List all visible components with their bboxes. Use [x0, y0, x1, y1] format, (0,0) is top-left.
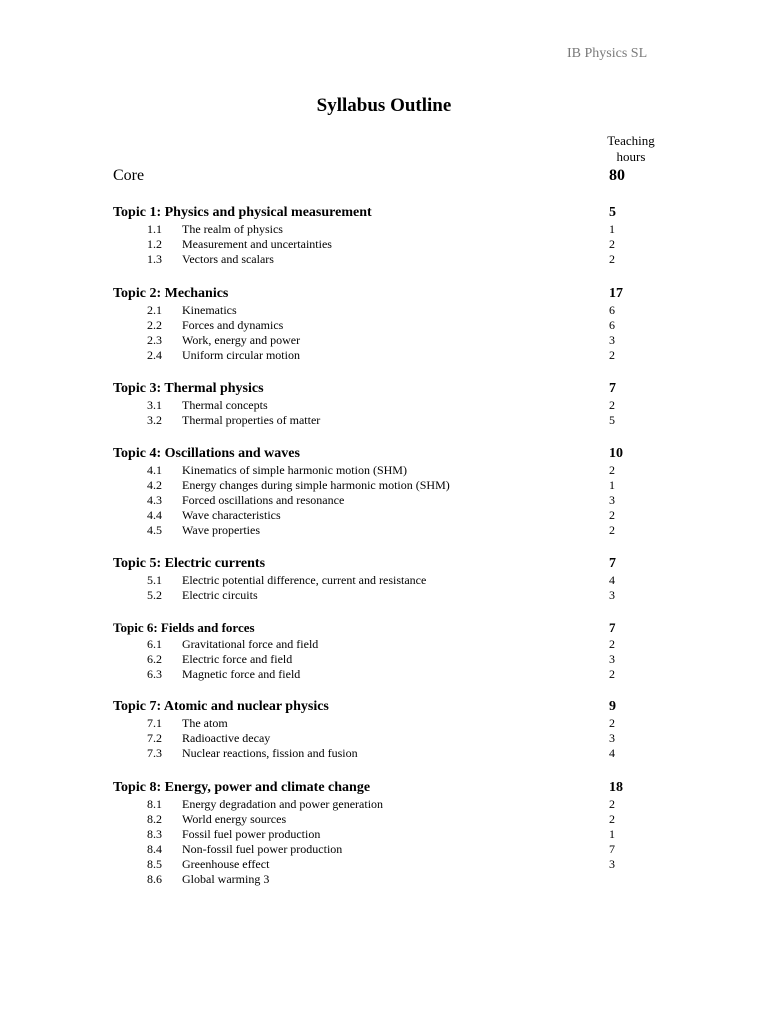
subtopic-row — [0, 303, 768, 318]
topic-hours: 7 — [609, 620, 616, 635]
subtopic-hours: 2 — [609, 252, 615, 266]
subtopic-hours: 2 — [609, 348, 615, 362]
subtopic-number: 5.1 — [147, 573, 162, 587]
subtopic-label: Energy degradation and power generation — [182, 797, 384, 811]
topic-block — [0, 556, 768, 603]
subtopic-number: 2.4 — [147, 348, 162, 362]
topic-title: Topic 7: Atomic and nuclear physics — [113, 699, 329, 714]
subtopic-row — [0, 812, 768, 827]
subtopic-label: Fossil fuel power production — [182, 827, 321, 841]
subtopic-label: Energy changes during simple harmonic motion (SHM) — [182, 478, 450, 492]
topic-title: Topic 3: Thermal physics — [113, 381, 264, 396]
subtopic-row — [0, 842, 768, 857]
page-title: Syllabus Outline — [316, 95, 452, 116]
topic-title: Topic 4: Oscillations and waves — [113, 446, 300, 461]
subtopic-hours: 2 — [609, 463, 615, 477]
subtopic-label: Global warming 3 — [182, 872, 270, 886]
subtopic-number: 2.2 — [147, 318, 162, 332]
subtopic-hours: 6 — [609, 303, 615, 317]
subtopic-label: Thermal concepts — [182, 398, 268, 412]
subtopic-number: 8.3 — [147, 827, 162, 841]
subtopic-hours: 3 — [609, 493, 615, 507]
subtopic-label: Gravitational force and field — [182, 637, 319, 651]
subtopic-label: Nuclear reactions, fission and fusion — [182, 746, 358, 760]
subtopic-number: 1.1 — [147, 222, 162, 236]
subtopic-hours: 1 — [609, 222, 615, 236]
subtopic-row — [0, 573, 768, 588]
subtopic-number: 2.3 — [147, 333, 162, 347]
subtopic-row — [0, 493, 768, 508]
topic-block — [0, 381, 768, 428]
subtopic-number: 4.4 — [147, 508, 162, 522]
subtopic-hours: 7 — [609, 842, 615, 856]
hours-heading-line1: Teaching — [607, 133, 655, 148]
subtopic-label: Work, energy and power — [182, 333, 301, 347]
teaching-hours-heading — [603, 133, 659, 165]
subtopic-label: Forced oscillations and resonance — [182, 493, 345, 507]
hours-heading-line2: hours — [616, 149, 646, 164]
subtopic-hours: 3 — [609, 588, 615, 602]
subtopic-number: 8.4 — [147, 842, 162, 856]
topic-hours: 5 — [609, 205, 616, 220]
subtopic-hours: 3 — [609, 731, 615, 745]
subtopic-hours: 4 — [609, 573, 615, 587]
subtopic-number: 1.3 — [147, 252, 162, 266]
subtopic-row — [0, 398, 768, 413]
subtopic-hours: 4 — [609, 746, 615, 760]
topic-title: Topic 5: Electric currents — [113, 556, 266, 571]
topic-hours: 7 — [609, 556, 616, 571]
topic-title: Topic 6: Fields and forces — [113, 620, 255, 635]
topic-block — [0, 446, 768, 538]
subtopic-hours: 5 — [609, 413, 615, 427]
subtopic-row — [0, 716, 768, 731]
subtopic-number: 4.5 — [147, 523, 162, 537]
subtopic-hours: 3 — [609, 857, 615, 871]
subtopic-hours: 2 — [609, 812, 615, 826]
subtopic-row — [0, 857, 768, 872]
subtopic-label: Measurement and uncertainties — [182, 237, 332, 251]
subtopic-number: 8.6 — [147, 872, 162, 886]
subtopic-row — [0, 333, 768, 348]
subtopic-label: Kinematics of simple harmonic motion (SHM) — [182, 463, 407, 477]
subtopic-label: Magnetic force and field — [182, 667, 301, 681]
topic-title: Topic 1: Physics and physical measurement — [113, 205, 372, 220]
subtopic-number: 6.2 — [147, 652, 162, 666]
subtopic-row — [0, 252, 768, 267]
topic-block — [0, 205, 768, 267]
subtopic-label: Kinematics — [182, 303, 237, 317]
subtopic-number: 3.1 — [147, 398, 162, 412]
subtopic-number: 1.2 — [147, 237, 162, 251]
subtopic-label: The realm of physics — [182, 222, 283, 236]
core-label: Core — [113, 167, 145, 184]
subtopic-number: 4.2 — [147, 478, 162, 492]
subtopic-hours: 2 — [609, 523, 615, 537]
topic-block — [0, 620, 768, 682]
subtopic-row — [0, 237, 768, 252]
subtopic-row — [0, 523, 768, 538]
topic-hours: 17 — [609, 286, 623, 301]
subtopic-hours: 2 — [609, 716, 615, 730]
subtopic-label: Electric force and field — [182, 652, 293, 666]
subtopic-hours: 3 — [609, 652, 615, 666]
subtopic-label: Greenhouse effect — [182, 857, 270, 871]
subtopic-label: Wave characteristics — [182, 508, 281, 522]
topic-hours: 18 — [609, 780, 623, 795]
topic-block — [0, 699, 768, 761]
subtopic-hours: 2 — [609, 667, 615, 681]
subtopic-row — [0, 872, 768, 887]
subtopic-row — [0, 637, 768, 652]
subtopic-row — [0, 797, 768, 812]
subtopic-hours: 6 — [609, 318, 615, 332]
subtopic-row — [0, 463, 768, 478]
subtopic-label: Electric potential difference, current and resistance — [182, 573, 427, 587]
subtopic-number: 7.2 — [147, 731, 162, 745]
subtopic-number: 8.2 — [147, 812, 162, 826]
subtopic-row — [0, 348, 768, 363]
subtopic-number: 4.1 — [147, 463, 162, 477]
subtopic-label: Uniform circular motion — [182, 348, 300, 362]
subtopic-number: 4.3 — [147, 493, 162, 507]
subtopic-label: Electric circuits — [182, 588, 258, 602]
subtopic-label: Non-fossil fuel power production — [182, 842, 343, 856]
topic-title: Topic 8: Energy, power and climate change — [113, 780, 371, 795]
subtopic-label: World energy sources — [182, 812, 287, 826]
subtopic-row — [0, 746, 768, 761]
subtopic-label: Thermal properties of matter — [182, 413, 321, 427]
subtopic-hours: 2 — [609, 237, 615, 251]
subtopic-label: Vectors and scalars — [182, 252, 274, 266]
subtopic-hours: 2 — [609, 398, 615, 412]
subtopic-hours: 2 — [609, 508, 615, 522]
subtopic-hours: 1 — [609, 827, 615, 841]
subtopic-hours: 2 — [609, 797, 615, 811]
subtopic-number: 5.2 — [147, 588, 162, 602]
subtopic-number: 2.1 — [147, 303, 162, 317]
subtopic-row — [0, 478, 768, 493]
topic-block — [0, 780, 768, 887]
subtopic-label: Forces and dynamics — [182, 318, 284, 332]
subtopic-row — [0, 413, 768, 428]
topic-block — [0, 286, 768, 363]
topic-hours: 9 — [609, 699, 616, 714]
subtopic-row — [0, 667, 768, 682]
subtopic-label: Wave properties — [182, 523, 260, 537]
course-header: IB Physics SL — [567, 46, 648, 61]
subtopic-row — [0, 222, 768, 237]
topic-title: Topic 2: Mechanics — [113, 286, 229, 301]
subtopic-row — [0, 508, 768, 523]
subtopic-number: 8.1 — [147, 797, 162, 811]
subtopic-row — [0, 731, 768, 746]
subtopic-number: 7.1 — [147, 716, 162, 730]
subtopic-hours: 1 — [609, 478, 615, 492]
subtopic-row — [0, 827, 768, 842]
core-hours: 80 — [609, 167, 625, 184]
subtopic-number: 6.3 — [147, 667, 162, 681]
subtopic-number: 3.2 — [147, 413, 162, 427]
topic-hours: 10 — [609, 446, 623, 461]
subtopic-label: Radioactive decay — [182, 731, 271, 745]
subtopic-row — [0, 318, 768, 333]
subtopic-number: 7.3 — [147, 746, 162, 760]
subtopic-row — [0, 588, 768, 603]
subtopic-label: The atom — [182, 716, 228, 730]
subtopic-row — [0, 652, 768, 667]
topic-hours: 7 — [609, 381, 616, 396]
subtopic-hours: 3 — [609, 333, 615, 347]
subtopic-number: 6.1 — [147, 637, 162, 651]
subtopic-hours: 2 — [609, 637, 615, 651]
subtopic-number: 8.5 — [147, 857, 162, 871]
